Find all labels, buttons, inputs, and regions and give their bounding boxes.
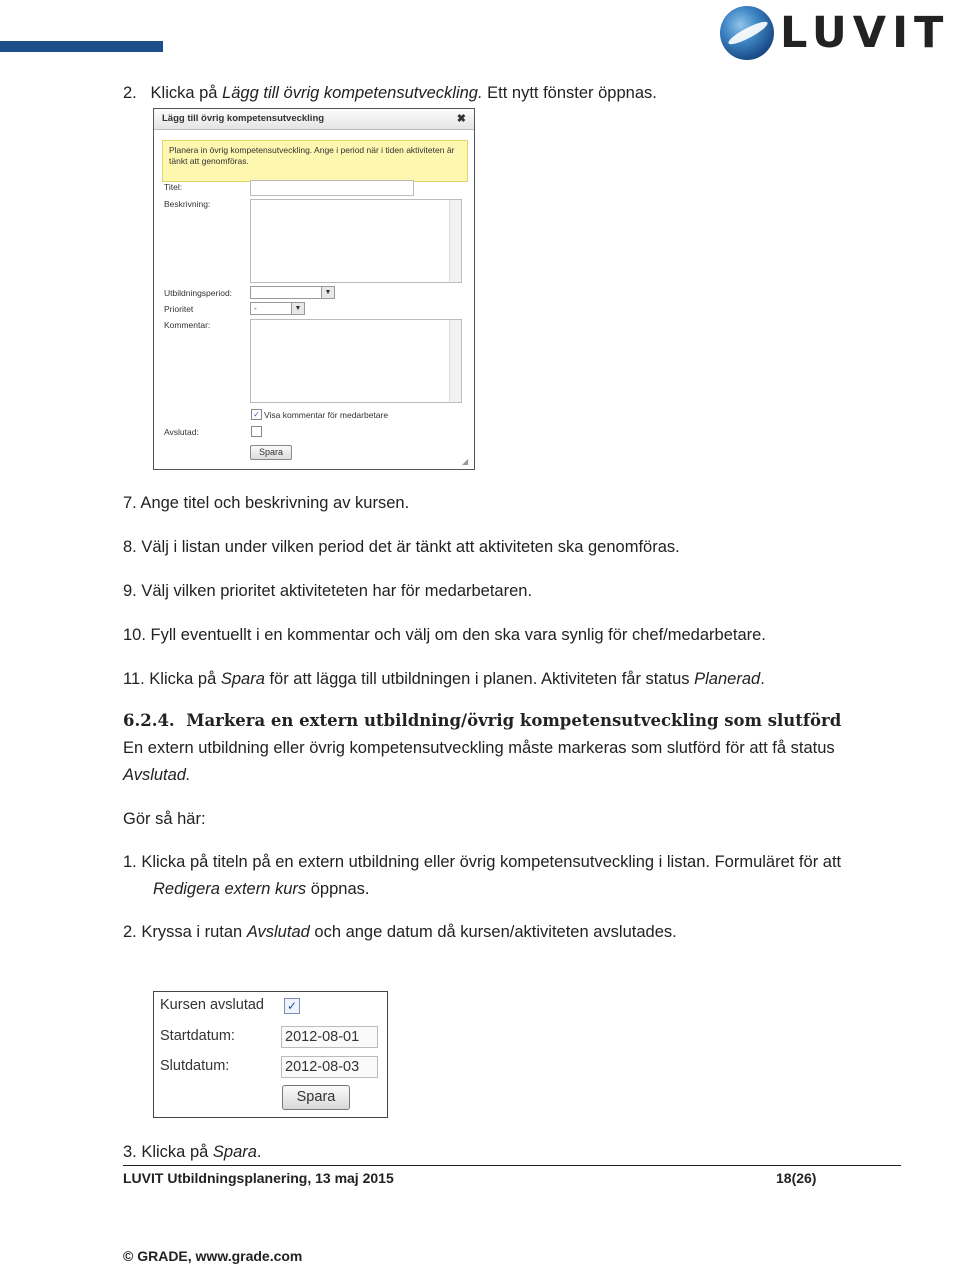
scrollbar[interactable] (449, 200, 461, 282)
step-b3 (123, 1141, 262, 1163)
title-input[interactable] (250, 180, 414, 196)
description-label: Beskrivning: (164, 199, 211, 209)
header-accent-bar (0, 41, 163, 52)
section-heading (123, 709, 841, 733)
globe-icon (720, 6, 774, 60)
priority-label: Prioritet (164, 304, 194, 314)
page-number: 18(26) (776, 1170, 817, 1186)
step-emphasis: Redigera extern kurs (153, 880, 307, 898)
completed-label: Avslutad: (164, 427, 199, 437)
logo-text: LUVIT (780, 8, 950, 58)
show-comment-label: Visa kommentar för medarbetare (264, 410, 389, 420)
step-text-tail: Ett nytt fönster öppnas. (482, 84, 657, 102)
status-name: Avslutad. (123, 766, 191, 784)
end-date-input[interactable]: 2012-08-03 (281, 1056, 378, 1078)
resize-grip-icon[interactable]: ◢ (462, 457, 469, 466)
chevron-down-icon: ▼ (321, 287, 334, 298)
step-text: 3. Klicka på (123, 1143, 213, 1161)
step-11 (123, 668, 765, 690)
comment-label: Kommentar: (164, 320, 211, 330)
step-9: 9. Välj vilken prioritet aktiviteteten har för medarbetaren. (123, 582, 533, 600)
luvit-logo (720, 6, 956, 62)
section-intro-emphasis (123, 764, 191, 786)
priority-value: - (254, 304, 257, 313)
period-select[interactable] (250, 286, 335, 299)
period-label: Utbildningsperiod: (164, 288, 233, 298)
info-note: Planera in övrig kompetensutveckling. Ange i period när i tiden aktiviteten är tänkt att genomföras. (162, 140, 468, 182)
dialog-title: Lägg till övrig kompetensutveckling (154, 109, 474, 130)
save-button[interactable]: Spara (282, 1085, 350, 1110)
close-icon[interactable]: ✖ (456, 113, 466, 125)
title-label: Titel: (164, 182, 183, 192)
chevron-down-icon: ▼ (291, 303, 304, 314)
save-button[interactable]: Spara (250, 445, 292, 460)
add-competence-dialog (153, 108, 475, 470)
edit-course-form (153, 991, 388, 1118)
step-2 (123, 82, 657, 104)
step-text-tail: . (760, 670, 765, 688)
section-title: Markera en extern utbildning/övrig kompetensutveckling som slutförd (186, 711, 842, 730)
section-number: 6.2.4. (123, 711, 175, 730)
step-number: 2. (123, 84, 137, 102)
step-b2 (123, 921, 677, 943)
start-date-input[interactable]: 2012-08-01 (281, 1026, 378, 1048)
start-date-label: Startdatum: (160, 1028, 235, 1044)
scrollbar[interactable] (449, 320, 461, 402)
course-completed-checkbox[interactable]: ✓ (284, 998, 300, 1014)
step-emphasis: Avslutad (246, 923, 310, 941)
copyright: © GRADE, www.grade.com (123, 1248, 303, 1264)
completed-checkbox[interactable] (251, 426, 262, 437)
step-b1: 1. Klicka på titeln på en extern utbildning eller övrig kompetensutveckling i listan. Formuläret för att (123, 853, 842, 871)
step-10: 10. Fyll eventuellt i en kommentar och välj om den ska vara synlig för chef/medarbetare. (123, 626, 766, 644)
priority-select[interactable] (250, 302, 305, 315)
step-emphasis: Spara (220, 670, 265, 688)
footer-divider (123, 1165, 901, 1166)
step-text: 11. Klicka på (123, 670, 221, 688)
step-text-tail: öppnas. (306, 880, 370, 898)
step-text-tail: och ange datum då kursen/aktiviteten avslutades. (309, 923, 677, 941)
step-7: 7. Ange titel och beskrivning av kursen. (123, 494, 410, 512)
section-intro: En extern utbildning eller övrig kompetensutveckling måste markeras som slutförd för att få status (123, 739, 835, 757)
step-text: Klicka på (150, 84, 223, 102)
step-emphasis: Spara (212, 1143, 257, 1161)
show-comment-checkbox[interactable]: ✓ (251, 409, 262, 420)
step-text: 2. Kryssa i rutan (123, 923, 247, 941)
step-text-tail: . (256, 1143, 262, 1161)
comment-textarea[interactable] (250, 319, 462, 403)
course-completed-label: Kursen avslutad (160, 997, 264, 1013)
howto-label: Gör så här: (123, 810, 206, 828)
step-b1-cont (153, 878, 369, 900)
step-text: för att lägga till utbildningen i planen. Aktiviteten får status (264, 670, 695, 688)
step-8: 8. Välj i listan under vilken period det är tänkt att aktiviteten ska genomföras. (123, 538, 680, 556)
description-textarea[interactable] (250, 199, 462, 283)
step-emphasis: Lägg till övrig kompetensutveckling. (222, 84, 483, 102)
end-date-label: Slutdatum: (160, 1058, 230, 1074)
step-emphasis: Planerad (694, 670, 761, 688)
footer-doc-title: LUVIT Utbildningsplanering, 13 maj 2015 (123, 1170, 394, 1186)
